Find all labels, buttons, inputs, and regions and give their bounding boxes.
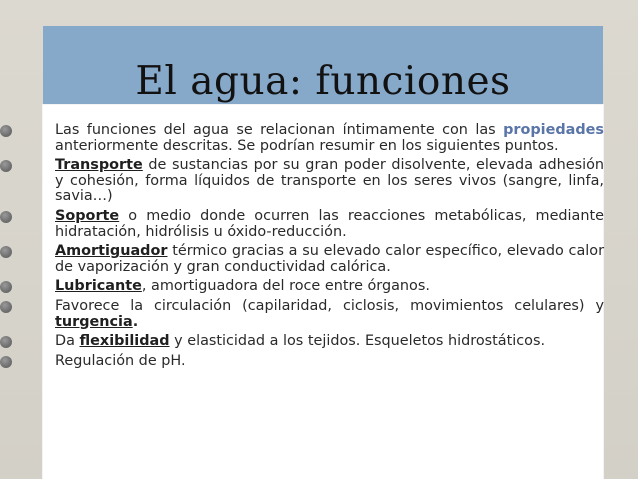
keyword-flexibilidad: flexibilidad xyxy=(79,333,170,350)
item-text: Favorece la circulación (capilaridad, ciclosis, movimientos celulares) y xyxy=(55,297,604,314)
bullet-icon xyxy=(0,281,12,293)
item-text: y elasticidad a los tejidos. Esqueletos hidrostáticos. xyxy=(169,333,546,350)
list-item-flexibilidad xyxy=(0,334,604,350)
keyword-soporte: Soporte xyxy=(55,207,120,224)
bullet-list xyxy=(0,123,604,373)
list-item-transporte xyxy=(0,158,604,205)
slide-title: El agua: funciones xyxy=(135,59,511,104)
item-text: , amortiguadora del roce entre órganos. xyxy=(141,278,430,295)
bullet-icon xyxy=(0,246,12,258)
bullet-icon xyxy=(0,160,12,172)
item-text: o medio donde ocurren las reacciones metabólicas, mediante hidratación, hidrólisis u óxido-reducción. xyxy=(55,207,604,240)
item-text: térmico gracias a su elevado calor específico, elevado calor de vaporización y gran conductividad calórica. xyxy=(55,243,604,275)
keyword-lubricante: Lubricante xyxy=(55,278,142,295)
keyword-amortiguador: Amortiguador xyxy=(55,243,168,260)
list-item-ph xyxy=(0,354,604,370)
bullet-icon xyxy=(0,356,12,368)
bullet-icon xyxy=(0,211,12,223)
keyword-turgencia: turgencia xyxy=(55,313,133,330)
item-text: Regulación de pH. xyxy=(55,352,186,369)
item-text: Las funciones del agua se relacionan íntimamente con las xyxy=(55,122,504,138)
bullet-icon xyxy=(0,301,12,313)
item-text: . xyxy=(132,313,139,330)
item-text: anteriormente descritas. Se podrían resumir en los siguientes puntos. xyxy=(55,137,559,154)
bullet-icon xyxy=(0,125,12,137)
keyword-transporte: Transporte xyxy=(55,157,143,174)
list-item-soporte xyxy=(0,209,604,240)
item-text: de sustancias por su gran poder disolvente, elevada adhesión y cohesión, forma líquidos de transporte en los seres vivos (sangre, linfa, savia…) xyxy=(55,157,604,205)
bullet-icon xyxy=(0,336,12,348)
list-item-amortiguador xyxy=(0,244,604,275)
keyword-propiedades: propiedades xyxy=(503,122,604,138)
list-item-circulacion xyxy=(0,299,604,330)
list-item-propiedades xyxy=(0,123,604,154)
list-item-lubricante xyxy=(0,279,604,295)
item-text: Da xyxy=(55,333,80,350)
title-banner xyxy=(43,26,603,112)
